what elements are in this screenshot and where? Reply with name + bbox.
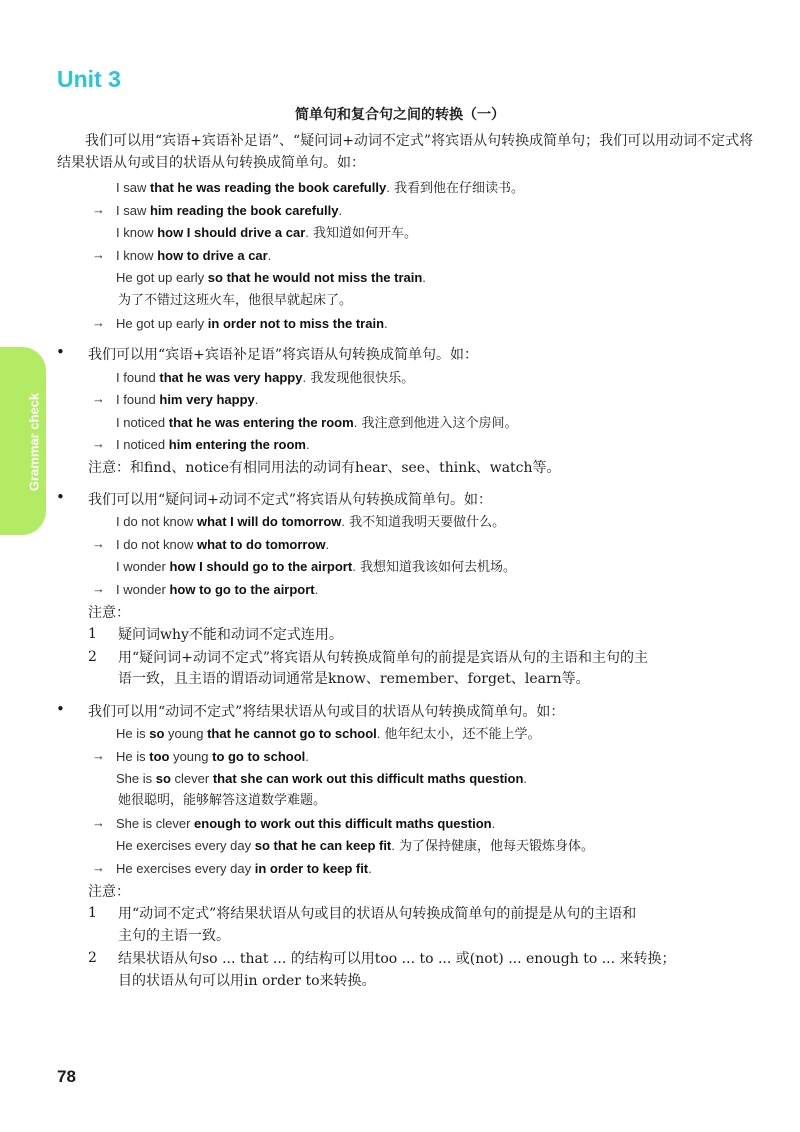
example-sentence: She is clever enough to work out this difficult maths question.: [116, 816, 496, 831]
example-sentence: He exercises every day so that he can keep fit. 为了保持健康，他每天锻炼身体。: [116, 838, 595, 854]
rule-heading: 我们可以用“动词不定式”将结果状语从句或目的状语从句转换成简单句。如：: [88, 704, 565, 720]
example-sentence: I wonder how I should go to the airport. 我想知道我该如何去机场。: [116, 559, 516, 575]
rule-heading: 我们可以用“宾语+宾语补足语”将宾语从句转换成简单句。如：: [88, 347, 479, 363]
arrow-icon: →: [92, 581, 105, 596]
example-sentence: I found that he was very happy. 我发现他很快乐。: [116, 370, 415, 386]
note-number: 2: [88, 649, 97, 665]
bullet-icon: •: [56, 488, 65, 506]
arrow-icon: →: [92, 202, 105, 217]
arrow-icon: →: [92, 536, 105, 551]
example-sentence: I wonder how to go to the airport.: [116, 582, 319, 597]
example-translation: 她很聪明，能够解答这道数学难题。: [118, 793, 327, 808]
note-heading: 注意：: [88, 884, 130, 900]
example-sentence: She is so clever that she can work out this difficult maths question.: [116, 771, 528, 786]
example-sentence: He is so young that he cannot go to school. 他年纪太小，还不能上学。: [116, 726, 541, 742]
note-text: 疑问词why不能和动词不定式连用。: [118, 627, 343, 643]
example-sentence: He is too young to go to school.: [116, 749, 309, 764]
example-sentence: I know how to drive a car.: [116, 248, 272, 263]
example-sentence: I saw that he was reading the book carefully. 我看到他在仔细读书。: [116, 180, 524, 196]
example-sentence: I found him very happy.: [116, 392, 259, 407]
example-sentence: I saw him reading the book carefully.: [116, 203, 343, 218]
note-text: 注意：和find、notice有相同用法的动词有hear、see、think、watch等。: [88, 460, 561, 476]
note-heading: 注意：: [88, 605, 130, 621]
example-sentence: He exercises every day in order to keep fit.: [116, 861, 372, 876]
note-text: 主句的主语一致。: [118, 928, 230, 944]
example-sentence: He got up early so that he would not miss the train.: [116, 270, 426, 285]
note-text: 语一致，且主语的谓语动词通常是know、remember、forget、learn等。: [118, 671, 590, 687]
page-number: 78: [57, 1067, 76, 1086]
note-number: 1: [88, 626, 97, 642]
unit-heading: Unit 3: [57, 66, 121, 92]
arrow-icon: →: [92, 748, 105, 763]
bullet-icon: •: [56, 700, 65, 718]
bullet-icon: •: [56, 343, 65, 361]
example-sentence: I noticed him entering the room.: [116, 437, 310, 452]
note-text: 用“动词不定式”将结果状语从句或目的状语从句转换成简单句的前提是从句的主语和: [118, 906, 637, 922]
rule-heading: 我们可以用“疑问词+动词不定式”将宾语从句转换成简单句。如：: [88, 492, 493, 508]
note-text: 目的状语从句可以用in order to来转换。: [118, 973, 376, 989]
arrow-icon: →: [92, 391, 105, 406]
arrow-icon: →: [92, 815, 105, 830]
example-sentence: He got up early in order not to miss the train.: [116, 316, 388, 331]
note-number: 1: [88, 905, 97, 921]
example-sentence: I know how I should drive a car. 我知道如何开车。: [116, 225, 418, 241]
arrow-icon: →: [92, 436, 105, 451]
example-sentence: I do not know what to do tomorrow.: [116, 537, 330, 552]
example-sentence: I do not know what I will do tomorrow. 我不知道我明天要做什么。: [116, 514, 506, 530]
example-translation: 为了不错过这班火车，他很早就起床了。: [118, 293, 353, 308]
example-sentence: I noticed that he was entering the room. 我注意到他进入这个房间。: [116, 415, 518, 431]
arrow-icon: →: [92, 247, 105, 262]
note-text: 结果状语从句so ... that ... 的结构可以用too ... to ... 或(not) ... enough to ... 来转换；: [118, 951, 676, 967]
intro-paragraph: 我们可以用“宾语+宾语补足语”、“疑问词+动词不定式”将宾语从句转换成简单句；我们可以用动词不定式将结果状语从句或目的状语从句转换成简单句。如：: [57, 133, 754, 171]
arrow-icon: →: [92, 315, 105, 330]
note-text: 用“疑问词+动词不定式”将宾语从句转换成简单句的前提是宾语从句的主语和主句的主: [118, 650, 649, 666]
note-number: 2: [88, 950, 97, 966]
side-tab-label: Grammar check: [26, 392, 42, 492]
arrow-icon: →: [92, 860, 105, 875]
section-title: 简单句和复合句之间的转换（一）: [295, 107, 505, 123]
